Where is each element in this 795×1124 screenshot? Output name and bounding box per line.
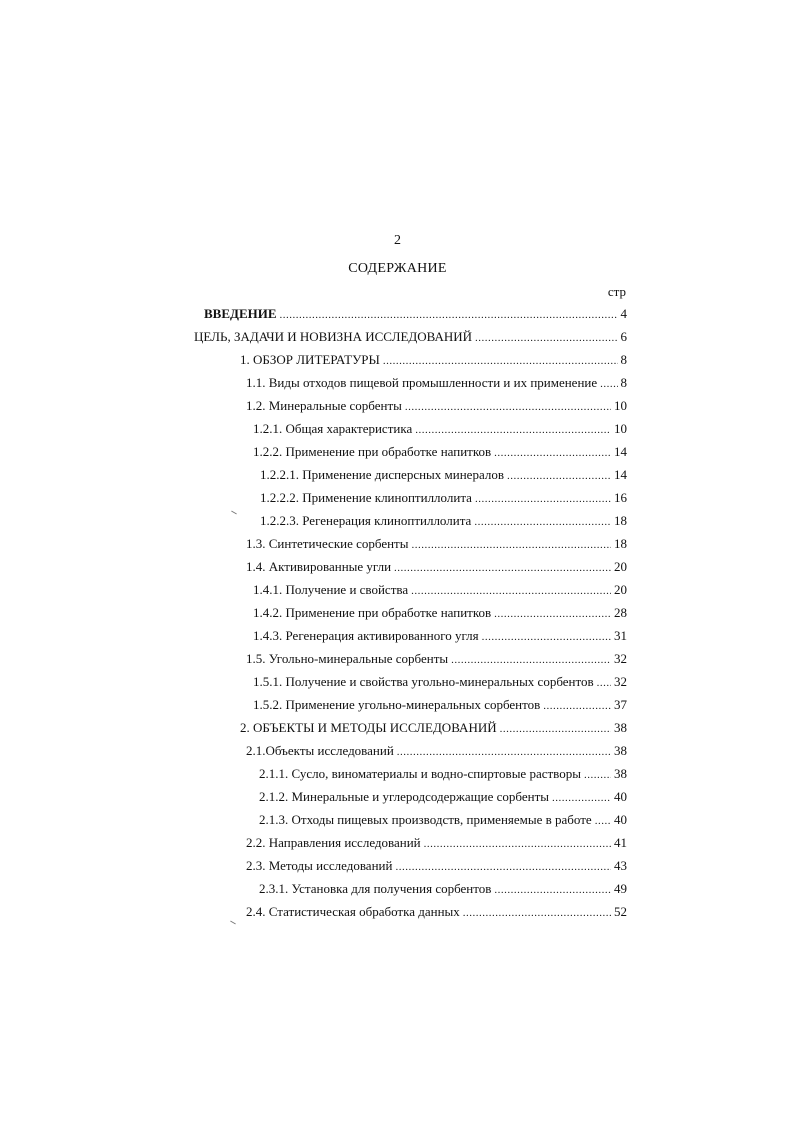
toc-leader bbox=[494, 604, 611, 624]
toc-entry bbox=[253, 695, 627, 715]
toc-entry bbox=[259, 879, 627, 899]
toc-entry-page: 40 bbox=[614, 789, 627, 804]
toc-entry bbox=[260, 511, 627, 531]
toc-leader bbox=[507, 466, 611, 486]
toc-leader bbox=[397, 742, 611, 762]
toc-leader bbox=[543, 696, 611, 716]
toc-entry bbox=[253, 419, 627, 439]
page-number: 2 bbox=[394, 233, 401, 248]
toc-entry bbox=[246, 396, 627, 416]
toc-entry-page: 28 bbox=[614, 605, 627, 620]
toc-leader bbox=[494, 880, 611, 900]
toc-leader bbox=[500, 719, 611, 739]
toc-entry bbox=[246, 557, 627, 577]
toc-leader bbox=[584, 765, 611, 785]
toc-entry-title: 1.1. Виды отходов пищевой промышленности и их применение bbox=[246, 375, 598, 390]
toc-entry-title: 1.4.3. Регенерация активированного угля bbox=[253, 628, 479, 643]
page-column-header: стр bbox=[607, 284, 626, 299]
toc-entry bbox=[246, 741, 627, 761]
toc-entry-title: 1.5.1. Получение и свойства угольно-минеральных сорбентов bbox=[253, 674, 594, 689]
toc-entry-page: 32 bbox=[614, 674, 627, 689]
toc-leader bbox=[597, 673, 611, 693]
toc-entry-title: 1.4. Активированные угли bbox=[246, 559, 392, 574]
toc-entry-page: 52 bbox=[614, 904, 627, 919]
scan-speck bbox=[230, 921, 236, 925]
toc-entry bbox=[259, 810, 627, 830]
toc-leader bbox=[475, 489, 611, 509]
toc-entry bbox=[204, 304, 627, 324]
toc-leader bbox=[280, 305, 618, 325]
toc-entry-title: 1.2. Минеральные сорбенты bbox=[246, 398, 402, 413]
toc-entry bbox=[253, 672, 627, 692]
toc-entry bbox=[246, 902, 627, 922]
toc-leader bbox=[474, 512, 611, 532]
toc-entry-title: 1.2.2. Применение при обработке напитков bbox=[253, 444, 492, 459]
toc-entry bbox=[246, 833, 627, 853]
toc-leader bbox=[383, 351, 618, 371]
toc-entry-title: 1.4.1. Получение и свойства bbox=[253, 582, 409, 597]
toc-entry-page: 40 bbox=[614, 812, 627, 827]
toc-entry-title: 2.3. Методы исследований bbox=[246, 858, 393, 873]
toc-entry-title: 1.5. Угольно-минеральные сорбенты bbox=[246, 651, 449, 666]
toc-leader bbox=[424, 834, 611, 854]
toc-entry-page: 49 bbox=[614, 881, 627, 896]
toc-entry-title: ЦЕЛЬ, ЗАДАЧИ И НОВИЗНА ИССЛЕДОВАНИЙ bbox=[194, 329, 473, 344]
toc-entry bbox=[260, 465, 627, 485]
toc-entry-page: 20 bbox=[614, 582, 627, 597]
toc-leader bbox=[415, 420, 611, 440]
toc-entry-page: 18 bbox=[614, 513, 627, 528]
toc-entry bbox=[260, 488, 627, 508]
toc-entry-page: 37 bbox=[614, 697, 627, 712]
toc-entry-title: 1.4.2. Применение при обработке напитков bbox=[253, 605, 492, 620]
toc-entry bbox=[253, 603, 627, 623]
toc-entry-page: 6 bbox=[620, 329, 627, 344]
toc-entry-title: 2.4. Статистическая обработка данных bbox=[246, 904, 460, 919]
toc-leader bbox=[394, 558, 611, 578]
toc-entry-page: 41 bbox=[614, 835, 627, 850]
toc-entry-page: 10 bbox=[614, 421, 627, 436]
toc-entry bbox=[253, 580, 627, 600]
toc-entry-page: 43 bbox=[614, 858, 627, 873]
toc-leader bbox=[552, 788, 611, 808]
toc-entry-title: 2.3.1. Установка для получения сорбентов bbox=[259, 881, 492, 896]
toc-entry-page: 38 bbox=[614, 720, 627, 735]
toc-entry bbox=[259, 787, 627, 807]
toc-entry bbox=[240, 350, 627, 370]
toc-leader bbox=[451, 650, 611, 670]
toc-entry-title: 1.2.2.3. Регенерация клиноптиллолита bbox=[260, 513, 472, 528]
toc-entry bbox=[246, 649, 627, 669]
toc-entry-title: 1.5.2. Применение угольно-минеральных сорбентов bbox=[253, 697, 541, 712]
toc-entry bbox=[240, 718, 627, 738]
toc-entry-page: 38 bbox=[614, 743, 627, 758]
toc-entry-title: 2.1.1. Сусло, виноматериалы и водно-спиртовые растворы bbox=[259, 766, 581, 781]
toc-entry-page: 8 bbox=[620, 375, 627, 390]
toc-leader bbox=[494, 443, 611, 463]
toc-entry-title: 2. ОБЪЕКТЫ И МЕТОДЫ ИССЛЕДОВАНИЙ bbox=[240, 720, 497, 735]
toc-entry-title: 1.2.2.1. Применение дисперсных минералов bbox=[260, 467, 504, 482]
toc-entry-title: 1.3. Синтетические сорбенты bbox=[246, 536, 409, 551]
toc-entry-title: ВВЕДЕНИЕ bbox=[204, 306, 277, 321]
toc-entry-page: 8 bbox=[620, 352, 627, 367]
toc-entry-page: 10 bbox=[614, 398, 627, 413]
toc-entry bbox=[246, 534, 627, 554]
toc-entry bbox=[194, 327, 627, 347]
toc-leader bbox=[600, 374, 617, 394]
toc-entry bbox=[246, 373, 627, 393]
toc-entry-page: 14 bbox=[614, 444, 627, 459]
toc-entry-title: 1.2.1. Общая характеристика bbox=[253, 421, 413, 436]
toc-entry-page: 32 bbox=[614, 651, 627, 666]
toc-entry-page: 38 bbox=[614, 766, 627, 781]
toc-entry bbox=[246, 856, 627, 876]
toc-entry-title: 2.1.3. Отходы пищевых производств, применяемые в работе bbox=[259, 812, 592, 827]
toc-entry bbox=[253, 626, 627, 646]
toc-leader bbox=[411, 581, 611, 601]
toc-leader bbox=[405, 397, 611, 417]
toc-entry-title: 2.2. Направления исследований bbox=[246, 835, 421, 850]
toc-leader bbox=[482, 627, 611, 647]
toc-entry-page: 20 bbox=[614, 559, 627, 574]
toc-entry-page: 31 bbox=[614, 628, 627, 643]
toc-entry-page: 4 bbox=[620, 306, 627, 321]
toc-entry-title: 1. ОБЗОР ЛИТЕРАТУРЫ bbox=[240, 352, 380, 367]
toc-entry bbox=[259, 764, 627, 784]
toc-leader bbox=[595, 811, 611, 831]
toc-entry-page: 18 bbox=[614, 536, 627, 551]
toc-entry bbox=[253, 442, 627, 462]
toc-leader bbox=[395, 857, 611, 877]
scan-speck bbox=[231, 511, 237, 515]
toc-leader bbox=[411, 535, 611, 555]
toc-title: СОДЕРЖАНИЕ bbox=[348, 261, 447, 276]
toc-entry-page: 14 bbox=[614, 467, 627, 482]
toc-leader bbox=[475, 328, 617, 348]
toc-entry-page: 16 bbox=[614, 490, 627, 505]
toc-leader bbox=[463, 903, 611, 923]
toc-entry-title: 2.1.Объекты исследований bbox=[246, 743, 394, 758]
toc-entry-title: 2.1.2. Минеральные и углеродсодержащие сорбенты bbox=[259, 789, 550, 804]
toc-entry-title: 1.2.2.2. Применение клиноптиллолита bbox=[260, 490, 472, 505]
